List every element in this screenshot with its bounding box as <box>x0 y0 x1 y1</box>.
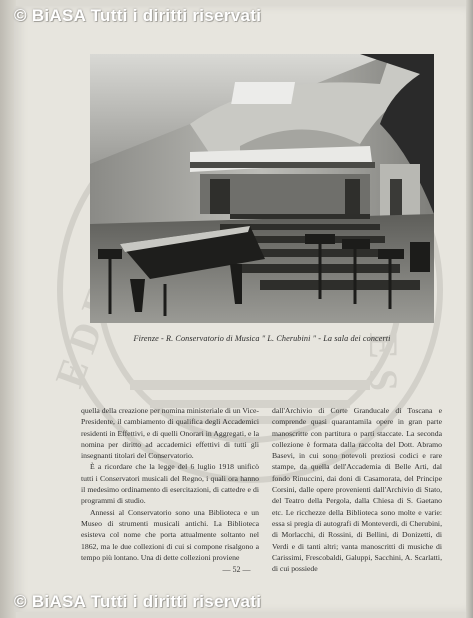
concert-hall-photo-drawing <box>90 54 434 323</box>
copyright-watermark-top: © BiASA Tutti i diritti riservati <box>14 6 262 25</box>
paragraph: dall'Archivio di Corte Granducale di Toscana e comprende quasi quarantamila opere in gran parte manoscritte con partitura o parti staccate. La seconda collezione è formata dalla raccolta del Dott. Abramo Basevi, in cui sono notevoli preziosi codici e rare stampe, da quella dell'Accademia di Belle Arti, dal fondo Rinuccini, dai doni di Casamorata, del Principe Corsini, dalle opere provenienti dall'Archivio di Stato, del Teatro della Pergola, dalla Chiesa di S. Gaetano etc. Le ricchezze della Biblioteca sono molte e varie: essa si pregia di autografi di Monteverdi, di Cherubini, di Morlacchi, di Rossini, di Bellini, di Donizetti, di Verdi e di tanti altri; vanta manoscritti di musiche di Carissimi, Frescobaldi, Galuppi, Sacchini, A. Scarlatti, di cui possiede <box>272 406 442 574</box>
text-column-left <box>81 405 259 563</box>
photo-caption: Firenze - R. Conservatorio di Musica " L. Cherubini " - La sala dei concerti <box>133 334 391 343</box>
text-column-right <box>272 405 442 574</box>
copyright-watermark-bottom: © BiASA Tutti i diritti riservati <box>14 592 262 611</box>
page-number: — 52 — <box>222 565 251 574</box>
paragraph: quella della creazione per nomina ministeriale di un Vice-Presidente, il cambiamento di qualifica degli Accademici residenti in Effettivi, e di quelli Onorari in Aggregati, e la nomina per diritto ad accademici effettivi di tutti gli insegnanti titolari del Conservatorio. <box>81 406 259 461</box>
page-edge-shadow <box>466 0 473 618</box>
paragraph: È a ricordare che la legge del 6 luglio 1918 unificò tutti i Conservatori musicali del Regno, i quali ora hanno il medesimo ordinamento di esercitazioni, di cattedre e di programmi di studio. <box>81 462 259 506</box>
concert-hall-photo <box>90 54 434 323</box>
paragraph: Annessi al Conservatorio sono una Biblioteca e un Museo di strumenti musicali antichi. La Biblioteca esisteva col nome che porta attualmente soltanto nel 1862, ma le due collezioni di cui si compone risalgono a tempo più lontano. Una di dette collezioni proviene <box>81 507 259 562</box>
